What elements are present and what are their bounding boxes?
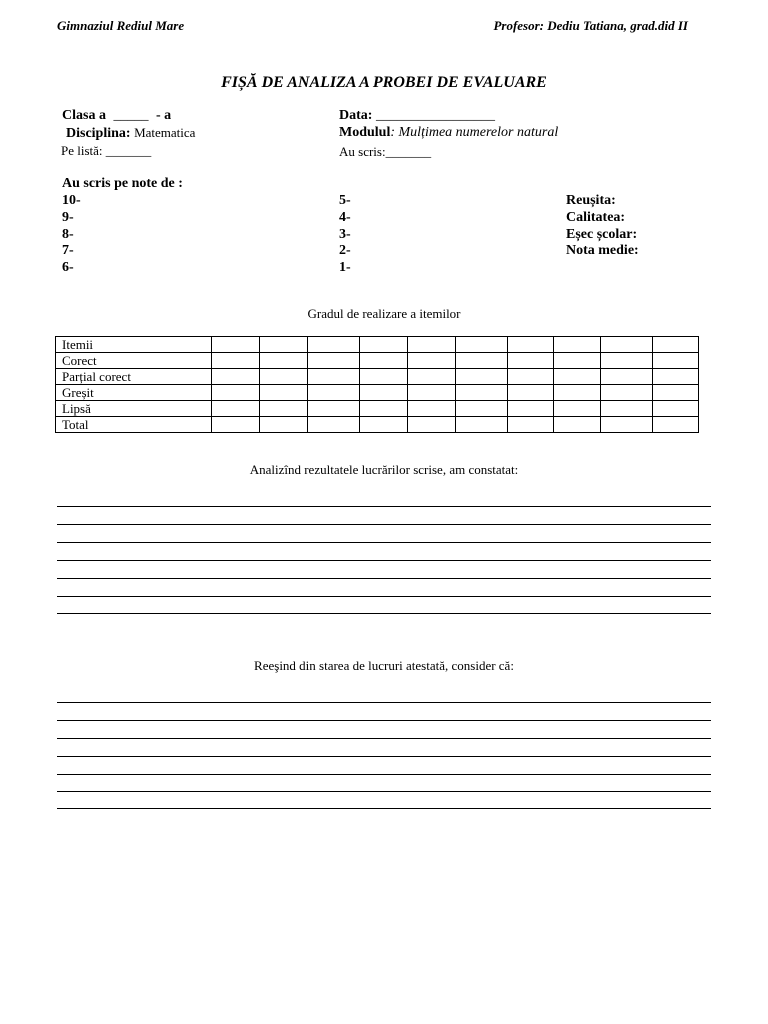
- table-cell[interactable]: [260, 385, 308, 401]
- table-cell[interactable]: [508, 417, 554, 433]
- table-cell[interactable]: [653, 337, 699, 353]
- table-cell[interactable]: [508, 353, 554, 369]
- page-title: FIȘĂ DE ANALIZA A PROBEI DE EVALUARE: [221, 74, 547, 91]
- table-cell[interactable]: [554, 337, 601, 353]
- disciplina-field: [66, 125, 195, 142]
- table-cell[interactable]: [554, 385, 601, 401]
- table-cell[interactable]: [408, 401, 456, 417]
- table-cell[interactable]: [653, 417, 699, 433]
- analysis-line[interactable]: [57, 524, 711, 525]
- row-label: Total: [56, 417, 212, 433]
- table-cell[interactable]: [601, 385, 653, 401]
- conclusion-heading: Reeşind din starea de lucruri atestată, consider că:: [254, 658, 514, 673]
- table-row: [56, 385, 699, 401]
- table-cell[interactable]: [308, 353, 360, 369]
- stat-reusita: Reușita:: [566, 193, 616, 208]
- conclusion-line[interactable]: [57, 808, 711, 809]
- grade-6: 6-: [62, 260, 74, 275]
- table-cell[interactable]: [456, 401, 508, 417]
- analysis-line[interactable]: [57, 542, 711, 543]
- items-table: [55, 336, 699, 433]
- table-cell[interactable]: [408, 417, 456, 433]
- data-label: Data:: [339, 108, 373, 123]
- table-cell[interactable]: [554, 353, 601, 369]
- table-cell[interactable]: [308, 369, 360, 385]
- grade-3: 3-: [339, 227, 351, 242]
- table-cell[interactable]: [601, 369, 653, 385]
- table-cell[interactable]: [360, 401, 408, 417]
- clasa-label: Clasa a: [62, 108, 106, 123]
- table-cell[interactable]: [212, 337, 260, 353]
- table-cell[interactable]: [260, 353, 308, 369]
- teacher-name: Profesor: Dediu Tatiana, grad.did II: [493, 18, 688, 33]
- table-cell[interactable]: [554, 417, 601, 433]
- row-label: Itemii: [56, 337, 212, 353]
- table-cell[interactable]: [456, 369, 508, 385]
- clasa-suffix: - a: [155, 108, 172, 123]
- table-cell[interactable]: [508, 337, 554, 353]
- table-row: [56, 369, 699, 385]
- conclusion-line[interactable]: [57, 738, 711, 739]
- analysis-line[interactable]: [57, 560, 711, 561]
- table-cell[interactable]: [212, 353, 260, 369]
- table-cell[interactable]: [408, 385, 456, 401]
- table-cell[interactable]: [408, 353, 456, 369]
- stat-esec-scolar: Eșec școlar:: [566, 227, 638, 242]
- pe-lista-blank: _______: [105, 143, 152, 158]
- analysis-line[interactable]: [57, 506, 711, 507]
- table-cell[interactable]: [508, 385, 554, 401]
- grade-5: 5-: [339, 193, 351, 208]
- grade-9: 9-: [62, 210, 74, 225]
- conclusion-line[interactable]: [57, 720, 711, 721]
- au-scris-blank: _______: [385, 144, 432, 159]
- data-field: [339, 108, 495, 124]
- table-cell[interactable]: [408, 337, 456, 353]
- row-label: Greșit: [56, 385, 212, 401]
- grade-8: 8-: [62, 227, 74, 242]
- table-cell[interactable]: [212, 417, 260, 433]
- row-label: Lipsă: [56, 401, 212, 417]
- grade-10: 10-: [62, 193, 81, 208]
- table-cell[interactable]: [360, 385, 408, 401]
- table-row: [56, 417, 699, 433]
- grades-heading: Au scris pe note de :: [62, 176, 183, 191]
- table-cell[interactable]: [554, 369, 601, 385]
- table-cell[interactable]: [653, 353, 699, 369]
- grade-4: 4-: [339, 210, 351, 225]
- clasa-blank: _____: [113, 108, 149, 123]
- row-label: Corect: [56, 353, 212, 369]
- disciplina-value: Matematica: [134, 125, 196, 140]
- modulul-field: [339, 125, 558, 141]
- table-cell[interactable]: [260, 417, 308, 433]
- table-cell[interactable]: [360, 353, 408, 369]
- grade-2: 2-: [339, 243, 351, 258]
- table-cell[interactable]: [456, 337, 508, 353]
- au-scris-field: [339, 144, 431, 160]
- analysis-line[interactable]: [57, 578, 711, 579]
- clasa-field: [62, 108, 171, 124]
- au-scris-label: Au scris:: [339, 144, 386, 159]
- analysis-line[interactable]: [57, 613, 711, 614]
- table-cell[interactable]: [653, 385, 699, 401]
- conclusion-line[interactable]: [57, 791, 711, 792]
- analysis-heading: Analizînd rezultatele lucrărilor scrise, am constatat:: [249, 462, 519, 477]
- disciplina-label: Disciplina:: [66, 126, 131, 141]
- grade-1: 1-: [339, 260, 351, 275]
- table-cell[interactable]: [508, 401, 554, 417]
- table-cell[interactable]: [456, 385, 508, 401]
- table-cell[interactable]: [260, 337, 308, 353]
- conclusion-line[interactable]: [57, 702, 711, 703]
- pe-lista-label: Pe listă:: [61, 143, 103, 158]
- table-cell[interactable]: [260, 401, 308, 417]
- conclusion-line[interactable]: [57, 774, 711, 775]
- analysis-line[interactable]: [57, 596, 711, 597]
- data-blank: _________________: [375, 108, 495, 123]
- table-cell[interactable]: [408, 369, 456, 385]
- table-cell[interactable]: [653, 401, 699, 417]
- table-row: [56, 337, 699, 353]
- table-cell[interactable]: [653, 369, 699, 385]
- items-table-caption: Gradul de realizare a itemilor: [307, 306, 461, 321]
- table-cell[interactable]: [554, 401, 601, 417]
- table-cell[interactable]: [508, 369, 554, 385]
- table-cell[interactable]: [360, 417, 408, 433]
- table-cell[interactable]: [308, 401, 360, 417]
- table-cell[interactable]: [212, 385, 260, 401]
- table-cell[interactable]: [308, 337, 360, 353]
- stat-nota-medie: Nota medie:: [566, 243, 639, 258]
- conclusion-line[interactable]: [57, 756, 711, 757]
- school-name: Gimnaziul Rediul Mare: [57, 18, 185, 33]
- grade-7: 7-: [62, 243, 74, 258]
- table-cell[interactable]: [360, 369, 408, 385]
- table-cell[interactable]: [601, 353, 653, 369]
- stat-calitatea: Calitatea:: [566, 210, 626, 225]
- row-label: Parțial corect: [56, 369, 212, 385]
- table-row: [56, 353, 699, 369]
- table-cell[interactable]: [308, 385, 360, 401]
- table-cell[interactable]: [260, 369, 308, 385]
- table-cell[interactable]: [601, 337, 653, 353]
- modulul-value: : Mulțimea numerelor natural: [390, 125, 559, 140]
- table-cell[interactable]: [601, 417, 653, 433]
- table-cell[interactable]: [456, 353, 508, 369]
- table-cell[interactable]: [308, 417, 360, 433]
- table-cell[interactable]: [456, 417, 508, 433]
- table-cell[interactable]: [360, 337, 408, 353]
- table-cell[interactable]: [212, 369, 260, 385]
- modulul-label: Modulul: [339, 125, 391, 140]
- table-cell[interactable]: [212, 401, 260, 417]
- table-cell[interactable]: [601, 401, 653, 417]
- pe-lista-field: [61, 143, 151, 159]
- table-row: [56, 401, 699, 417]
